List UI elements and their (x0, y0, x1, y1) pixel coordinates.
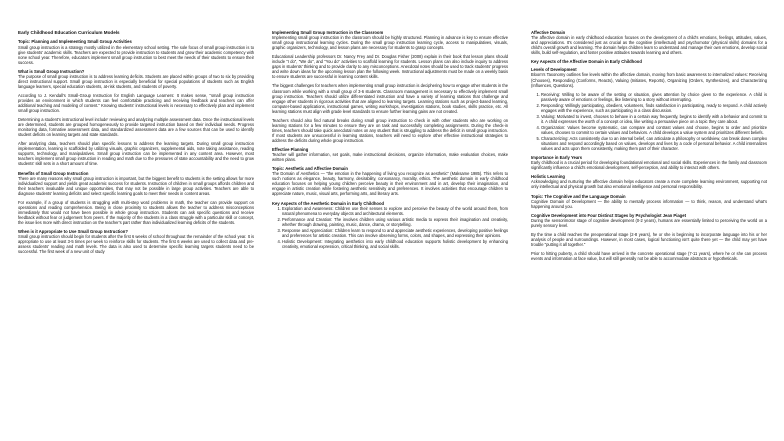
paragraph: Educational Leadership professors Dr. Nancy Frey and Dr. Douglas Fisher (2008) explain in their book that lesson plans should include "I do", "We do", and "You do" activities to scaffold learning for students. Lesson plans can also include inquiry to address gaps in students' thinking and to provide clarity to any misconceptions. Anecdotal notes should be used to track students' progress and write down ideas for the upcoming lesson plan the following week. Instructional adjustments must be made on a weekly basis to ensure students are successful in learning content skills. (272, 54, 508, 80)
paragraph: Small group instruction should begin for students after the first 6 weeks of school throughout the remainder of the school year. It is appropriate to use at least 3-5 times per week to reinforce skills for students. The first 6 weeks are used to collect data and pre-assess students' reading and math levels. The data is also used to determine specific learning targets students need to be successful. The first week of a new unit of study (18, 234, 254, 255)
paragraph: The Domain of Aesthetics — "the emotion in the happening of living you recognize as aesthetic" (Maksame 1985). This refers to such notions as elegance, beauty, harmony, desirability, consonancy, morality, ethics. The aesthetic domain in early childhood education focuses on helping young children perceive beauty in their environment and in art, develop their imagination, and engage in artistic creation while fostering aesthetic sensitivity and preferences. It involves activities that encourage children to appreciate nature, music, visual arts, performing arts, and literary arts. (272, 171, 508, 197)
paragraph: The purpose of small group instruction is to address learning deficits. Students are placed within groups of two to six by providing direct instructional support. Small group instruction is especially beneficial for special populations of students such as English language learners, special education students, at-risk students, and students of poverty. (18, 73, 254, 89)
section-heading-what: What is Small Group Instruction? (18, 68, 85, 74)
paragraph: During the sensorimotor stage of cognitive development (0-2 years), humans are essentially limited to perceiving the world on a purely sensory level. (531, 217, 767, 228)
paragraph: Determining a student's instructional level include' reviewing and analyzing multiple assessment data. Once the instructional levels are determined, students are grouped homogeneously to provide targeted instruction based on their individual needs. Progress monitoring data, formative assessment data, and standardized assessment data are a few sources that can be used to identify student deficits on learning targets and state standards. (18, 117, 254, 138)
key-aspects-list (272, 206, 508, 249)
list-item: 3. Response and Appreciation: Children learn to respond to and appreciate aesthetic experiences, developing positive feelings and preferences for artistic creation. This can involve observing forms, colors, and shapes, and expressing their opinions. (282, 228, 508, 238)
list-item: 2. Performance and Creation: The involves children using various artistic media to express their imagination and creativity, whether through drawing, painting, music, dance, drama, or storytelling. (282, 217, 508, 227)
paragraph: The affective domain in early childhood education focuses on the development of a child's emotions, feelings, attitudes, values, and appreciations. It's considered just as crucial as the cognitive (intellectual) and psychomotor (physical skills) domains for a child's overall growth and learning. The domain helps children learn to understand and manage their own emotions, develop social skills, build self-regulation, and foster positive attitudes towards learning and others. (531, 35, 767, 56)
paragraph: Cognitive Domain of Development — the ability to mentally process information — to think, reason, and understand what's happening around you. (531, 198, 767, 209)
list-item: 5. Characterizing: Acts consistently due to an internal belief, can articulate a philosophy or worldview, can break down complex situations and respond accordingly based on values, develops and lives by a code of personal behavior. A child internalizes values and acts upon them consistently, making them part of their character. (541, 136, 767, 151)
list-item: 4. Holistic Development: Integrating aesthetics into early childhood education supports holistic development by enhancing creativity, emotional expression, critical thinking, and social skills. (282, 239, 508, 249)
topic-paragraph: Small group instruction is a strategy mostly utilized in the elementary school setting. The sole focus of small group instruction is to give students' academic skills. Teachers are expected to provide instruction to students and grow their academic competency with none school year. Therefore, educators implement small group instruction to best meet the needs of their students to ensure their success. (18, 44, 254, 65)
paragraph: Implementing small group instruction in the classroom should be highly structured. Planning in advance is key to ensure effective small group instructional learning cycles. During the small group instruction learning cycle, access to manipulatives, visuals, graphic organizers, technology, and lesson plans are necessary for students to grasp concepts. (272, 35, 508, 51)
list-item: 2. Responding: Willingly participating, obedient, volunteers, finds satisfaction in participating, ready to respond. A child actively engages with the experience, such as participating in a class discussion. (541, 103, 767, 113)
list-item: 4. Organization: Values become systematic, can compare and contrast values and choose, begins to order and prioritize values, chooses to commit to certain values and behaviors. A child develops a value system and prioritizes different beliefs. (541, 125, 767, 135)
paragraph: Teacher will gather information, set goals, make instructional decisions, organize information, make evaluation choices, make written plans. (272, 152, 508, 163)
list-item: 3. Valuing: Motivated to invest, chooses to behave in a certain way frequently, begins to identify with a behavior and commit to it. A child expresses the worth of a concept or idea, like writing a persuasive piece on a topic they care about. (541, 114, 767, 124)
section-heading-piaget: Cognitive Development into Four Distinct Stages by Psychologist Jean Piaget (531, 212, 686, 218)
paragraph: There are many reasons why small group instruction is important, but the biggest benefit to students is the setting allows for more individualized support and yields great academic success for students. Instruction of children in small groups affords children and their teachers invaluable and unique opportunities, that may not be possible in large group activities. Teachers are able to diagnose students' learning deficits and select specific learning goals to meet their needs in content areas. (18, 175, 254, 196)
section-heading-affective: Affective Domain (531, 30, 566, 35)
paragraph: After analyzing data, teachers should plan specific lessons to address the learning targets. During small group instruction implementation, learning is scaffolded by utilizing visuals, graphic organizers, supplemental aids, note taking assistance, reading supports, technology, and manipulatives. Small group instruction can be implemented in any content area. However, most teachers implement small group instruction in reading and math due to the pressures of state accountability and the need to grow students' skill sets in a short amount of time. (18, 141, 254, 167)
section-heading-cognitive: Topic: The Cognitive and the Language Domain (531, 193, 626, 199)
paragraph: Acknowledging and nurturing the affective domain helps educators create a more complete learning environment, supporting not only intellectual and physical growth but also emotional intelligence and personal responsibility. (531, 179, 767, 190)
section-heading-levels: Levels of Development (531, 67, 577, 73)
section-heading-benefits: Benefits of Small Group Instruction (18, 170, 89, 176)
section-heading-when: When is it Appropriate to Use Small Group Instruction? (18, 229, 128, 235)
list-item: 1. Receiving: Willing to be aware of the setting or situation, gives attention by choice given to the experience. A child is passively aware of emotions or feelings, like listening to a story without interrupting. (541, 92, 767, 102)
list-item: 1. Exploration and Awareness: Children use their senses to explore and perceive the beauty of the world around them, from natural phenomena to everyday objects and architectural elements. (282, 206, 508, 216)
levels-list (531, 92, 767, 152)
column-left (18, 30, 254, 258)
section-heading-aesthetic: Topic: Aesthetic and Affective Domain (272, 166, 348, 172)
paragraph: Bloom's Taxonomy outlines five levels within the affective domain, moving from basic awareness to internalized values: Receiving (Chooses), Responding (Conforms, Reacts), Valuing (Initiates, Reports), Organizing (Orders, Synthesizes), and Characterizing (Influences, Questions). (531, 72, 767, 88)
paragraph: By the time a child reaches the preoperational stage (2-8 years), he or she is beginning to incorporate language into his or her analysis of people and surroundings. However, in most cases, logical functioning isn't quite there yet — the child may yet have trouble "putting it all together." (531, 231, 767, 247)
paragraph: Early childhood is a crucial period for developing foundational emotional and social skills. Experiences in the family and classroom significantly influence a child's emotional development, self-perception, and ability to interact with others. (531, 160, 767, 171)
paragraph: The biggest challenges for teachers when implementing small group instruction is deciphering how to engage other students in the classroom while working with a small group of 3-6 students. Classroom management is necessary to effectively implement small group instruction. Teachers should utilize differentiated instruction and have a variety of learning stations that challenge and engage other students in rigorous activities that are aligned to learning targets. Learning stations such as project-based learning, computer-based applications, instructional games, writing workshops, investigation stations, book studies, skills practice, etc. All learning stations must align with grade level standards to ensure further learning gains are not created. (272, 83, 508, 114)
section-heading-key-affective: Key Aspects of the Affective Domain in Early Childhood (531, 59, 642, 65)
document-title: Early Childhood Education Curriculum Models (18, 30, 120, 35)
paragraph: According to J. Kendall's Small-Group Instruction for English Language Learners: It makes sense, "small group instruction provides an environment in which students can feel comfortable practicing and receiving feedback and teachers can offer additional teaching and modeling of content." Knowing students' instructional levels is necessary to effectively plan and implement small group instruction. (18, 92, 254, 114)
section-heading-importance: Importance in Early Years (531, 155, 583, 161)
section-heading-key-aspects: Key Aspects of the Aesthetic Domain in Early Childhood (272, 200, 385, 206)
section-heading-effective: Effective Planning (272, 146, 309, 152)
topic-heading: Topic: Planning and Implementing Small Group Activities (18, 39, 132, 45)
column-middle (272, 30, 508, 253)
paragraph: For example, if a group of students is struggling with multi-step word problems in math, the teacher can provide support on operations and reading comprehension. Being in close proximity to students allows the teacher to address misconceptions immediately that would not have been possible in whole group instruction. Students can ask specific questions and receive feedback without fear or judgement from peers. If the majority of the students in a class struggle with a particular skill or concept, the issue lies more with direct instruction on the teacher's part rather than individualized learning deficits of the students. (18, 199, 254, 225)
section-heading-holistic: Holistic Learning (531, 174, 565, 180)
column-right (531, 30, 767, 265)
paragraph: Prior to hitting puberty, a child should have arrived in the concrete operational stage (7-11 years), where he or she can process events and information at face value, but will still generally not be able to accommodate abstracts or hypotheticals. (531, 251, 767, 262)
paragraph: Teachers should also find natural breaks during small group instruction to check in with other students who are working on learning stations for a few minutes to ensure they are on task and successfully completing assignments. During the check-in times, teachers should take quick anecdotal notes on any student that is struggling to address the deficit in small group instruction. If most students are unsuccessful in learning stations, teachers will need to explore other effective instructional strategies to address the deficits during whole group instruction. (272, 117, 508, 143)
section-heading-implementing: Implementing Small Group Instruction in the Classroom (272, 30, 384, 35)
